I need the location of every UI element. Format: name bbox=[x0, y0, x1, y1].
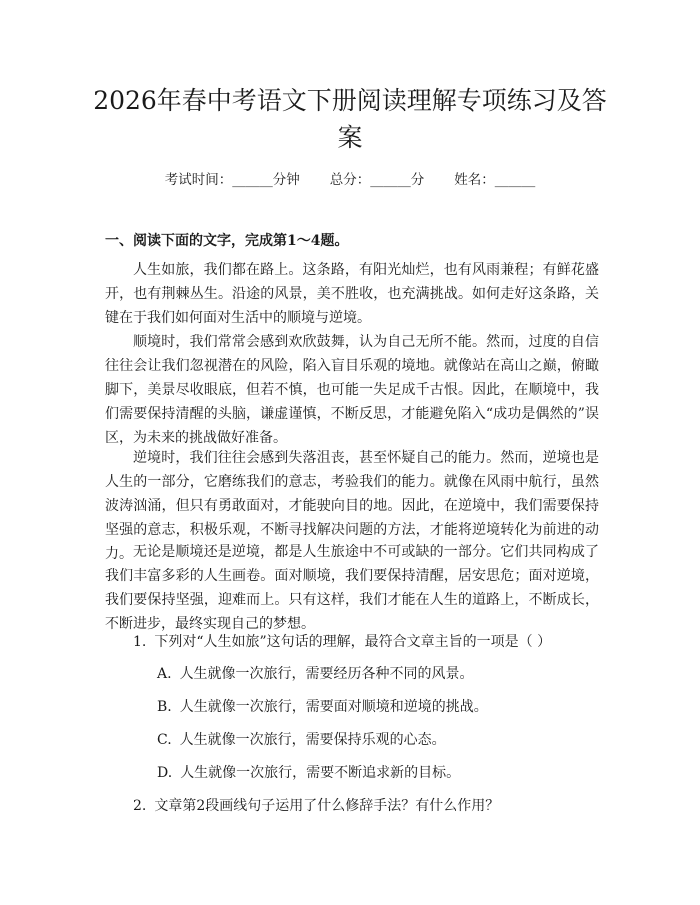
question-2 bbox=[133, 796, 499, 816]
question-1-option-a bbox=[157, 664, 474, 684]
student-name-label: 姓名：______ bbox=[454, 172, 536, 188]
section-heading: 一、阅读下面的文字，完成第1～4题。 bbox=[105, 233, 349, 249]
exam-time-label: 考试时间：______分钟 bbox=[164, 172, 300, 188]
option-d-letter: D. bbox=[157, 765, 173, 781]
question-1 bbox=[133, 632, 551, 652]
question-1-number: 1. bbox=[133, 634, 147, 650]
question-2-text: 文章第2段画线句子运用了什么修辞手法？有什么作用？ bbox=[154, 798, 500, 814]
passage-paragraph-1: 人生如旅，我们都在路上。这条路，有阳光灿烂，也有风雨兼程；有鲜花盛开，也有荆棘丛生。沿途的风景，美不胜收，也充满挑战。如何走好这条路，关键在于我们如何面对生活中的顺境与逆境。 bbox=[105, 262, 599, 326]
option-b-text: 人生就像一次旅行，需要面对顺境和逆境的挑战。 bbox=[179, 699, 488, 715]
question-1-option-d bbox=[157, 763, 460, 783]
option-a-letter: A. bbox=[157, 666, 172, 682]
total-score-label: 总分：______分 bbox=[329, 172, 425, 188]
passage-paragraph-4: 无论是顺境还是逆境，都是人生旅途中不可或缺的一部分。它们共同构成了我们丰富多彩的人生画卷。面对顺境，我们要保持清醒，居安思危；面对逆境，我们要保持坚强，迎难而上。只有这样，我们才能在人生的道路上，不断成长，不断进步，最终实现自己的梦想。 bbox=[105, 544, 599, 632]
question-1-text: 下列对“人生如旅”这句话的理解，最符合文章主旨的一项是（ ） bbox=[154, 634, 552, 650]
exam-info-line bbox=[0, 168, 700, 188]
passage-paragraph-3: 逆境时，我们往往会感到失落沮丧，甚至怀疑自己的能力。然而，逆境也是人生的一部分，它磨练我们的意志，考验我们的能力。就像在风雨中航行，虽然波涛汹涌，但只有勇敢面对，才能驶向目的地。因此，在逆境中，我们需要保持坚强的意志，积极乐观，不断寻找解决问题的方法，才能将逆境转化为前进的动力。 bbox=[105, 450, 599, 562]
option-d-text: 人生就像一次旅行，需要不断追求新的目标。 bbox=[180, 765, 461, 781]
option-a-text: 人生就像一次旅行，需要经历各种不同的风景。 bbox=[179, 666, 474, 682]
document-title: 2026年春中考语文下册阅读理解专项练习及答案 bbox=[93, 86, 607, 152]
option-c-letter: C. bbox=[157, 732, 172, 748]
question-1-option-b bbox=[157, 697, 488, 717]
passage-paragraph-2: 顺境时，我们常常会感到欢欣鼓舞，认为自己无所不能。然而，过度的自信往往会让我们忽视潜在的风险，陷入盲目乐观的境地。就像站在高山之巅，俯瞰脚下，美景尽收眼底，但若不慎，也可能一失足成千古恨。因此，在顺境中，我们需要保持清醒的头脑，谦虚谨慎，不断反思，才能避免陷入“成功是偶然的”误区，为未来的挑战做好准备。 bbox=[105, 334, 599, 446]
question-1-option-c bbox=[157, 730, 446, 750]
option-b-letter: B. bbox=[157, 699, 172, 715]
question-2-number: 2. bbox=[133, 798, 147, 814]
option-c-text: 人生就像一次旅行，需要保持乐观的心态。 bbox=[179, 732, 446, 748]
